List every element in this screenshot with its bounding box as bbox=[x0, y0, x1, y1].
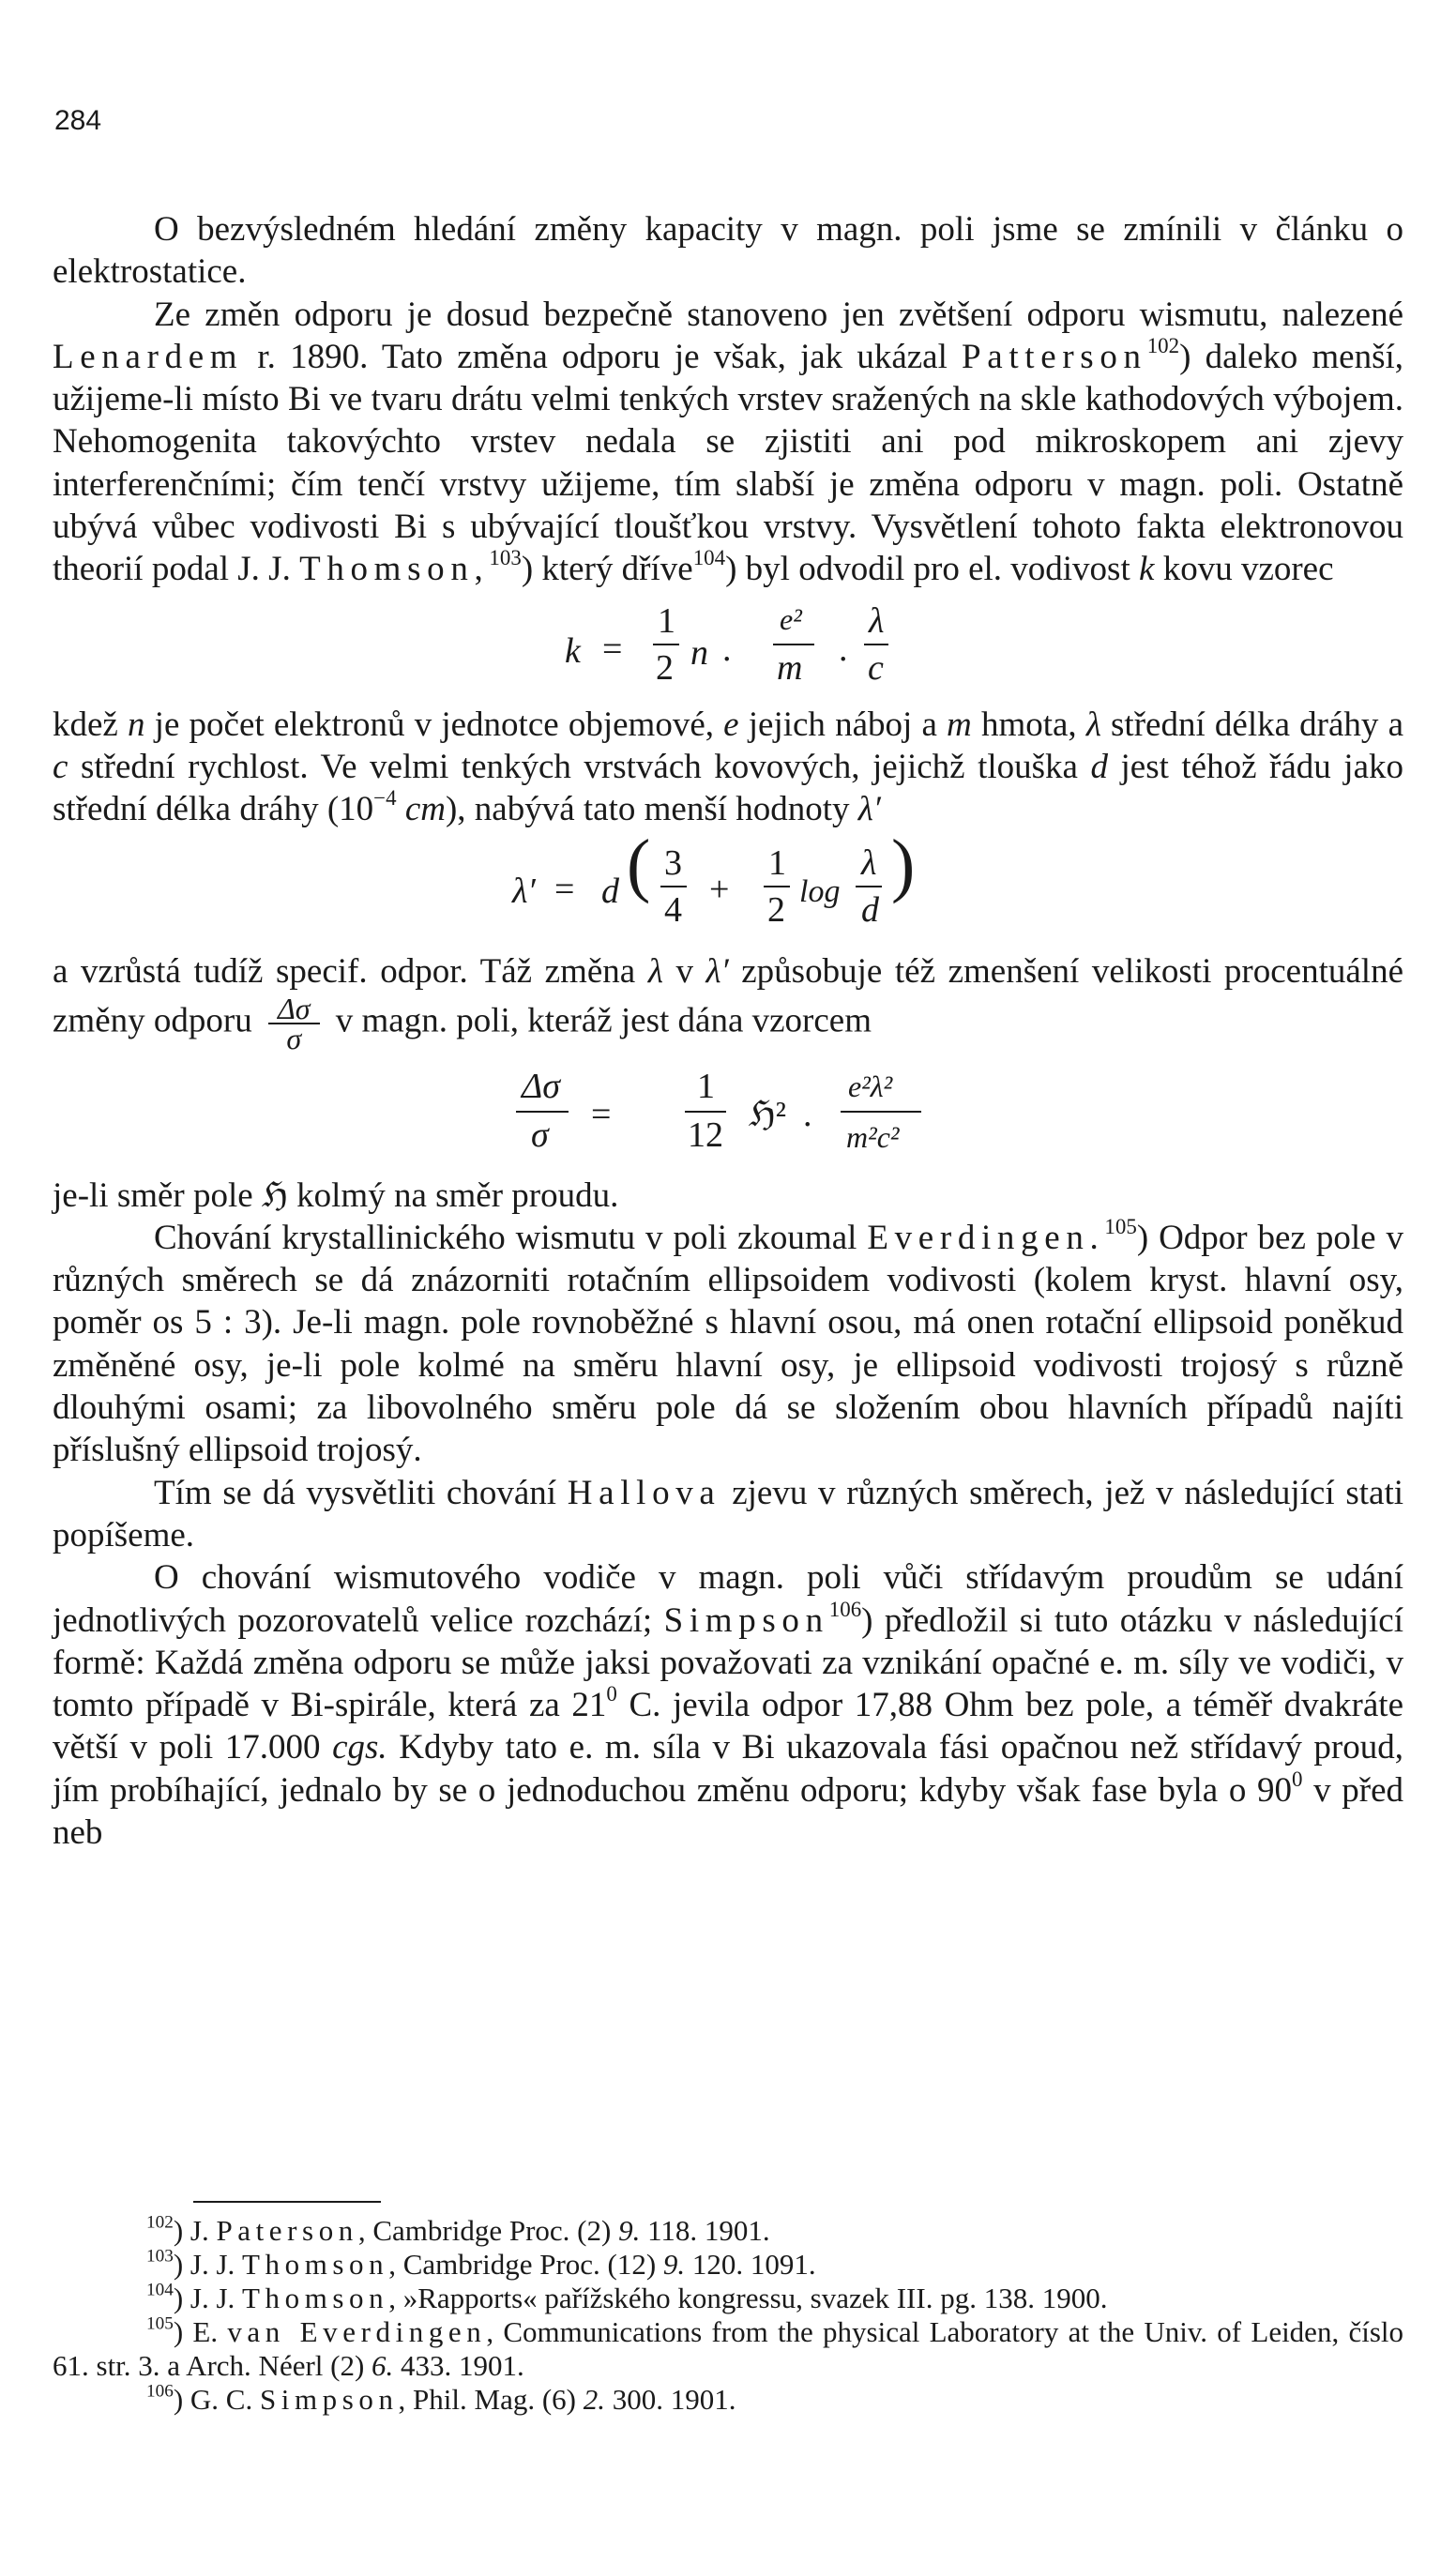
paragraph: je-li směr pole ℌ kolmý na směr proudu. bbox=[53, 1175, 619, 1215]
footnote: $^{103}$) J. J. Thomson, Cambridge Proc. (12) 9. 120. 1091. bbox=[146, 2246, 816, 2281]
footnotes bbox=[53, 2214, 1403, 2417]
author-name: Hallova bbox=[567, 1473, 721, 1512]
fraction-inline: $\frac{\Delta\sigma}{\sigma}$ bbox=[268, 994, 320, 1053]
footnote-ref: 104 bbox=[692, 546, 726, 570]
author-name: Everdingen. bbox=[867, 1218, 1105, 1257]
author-name: Simpson bbox=[663, 1600, 829, 1640]
page-number: 284 bbox=[54, 105, 102, 136]
paragraph: O chování wismutového vodiče v magn. poli vůči střídavým proudům se udání jednotlivých pozorovatelů velice rozchází; Simpson$^{106}$) předložil si tuto otázku v následující formě: Každá změna odporu se může jaksi považovati za vznikání opačné e. m. síly ve vodiči, v tomto případě v Bi-spirále, která za $21^0$ C. jevila odpor 17,88 Ohm bez pole, a téměř dvakráte větší v poli 17.000 cgs. Kdyby tato e. m. síla v Bi ukazovala fási opačnou než střídavý proud, jím probíhající, jednalo by se o jednoduchou změnu odporu; kdyby však fase byla o $90^0$ v před neb bbox=[53, 1558, 1403, 1853]
paragraph: Tím se dá vysvětliti chování Hallova zjevu v různých směrech, jež v následující stati popíšeme. bbox=[53, 1473, 1403, 1554]
footnote-ref: 105 bbox=[1104, 1214, 1137, 1238]
author-name: Lenardem bbox=[53, 337, 244, 376]
paragraph: O bezvýsledném hledání změny kapacity v magn. poli jsme se zmínili v článku o elektrostatice. bbox=[53, 210, 1403, 292]
footnote: $^{105}$) E. van Everdingen, Communications from the physical Laboratory at the Univ. of Leiden, číslo 61. str. 3. a Arch. Néerl (2) 6. 433. 1901. bbox=[53, 2313, 1403, 2382]
paragraph: Ze změn odporu je dosud bezpečně stanoveno jen zvětšení odporu wismutu, nalezené Lenardem r. 1890. Tato změna odporu je však, jak ukázal Patterson$^{102}$) daleko menší, užijeme-li místo Bi ve tvaru drátu velmi tenkých vrstev sražených na skle kathodových výbojem. Nehomogenita takovýchto vrstev nedala se zjistiti ani pod mikroskopem ani zjevy interferenčními; čím tenčí vrstvy užijeme, tím slabší je změna odporu v magn. poli. Ostatně ubývá vůbec vodivosti Bi s ubývající tloušťkou vrstvy. Vysvětlení tohoto fakta elektronovou theorií podal J. J. Thomson,$^{103}$) který dříve$^{104}$) byl odvodil pro el. vodivost k kovu vzorec bbox=[53, 295, 1403, 589]
footnote-ref: 103 bbox=[489, 546, 522, 570]
paragraph: a vzrůstá tudíž specif. odpor. Táž změna λ v λ′ způsobuje též zmenšení velikosti procentuálné změny odporu $\frac{\Delta\sigma}{\sigma}$ v magn. poli, kteráž jest dána vzorcem bbox=[53, 951, 1404, 1055]
footnote: $^{102}$) J. Paterson, Cambridge Proc. (2) 9. 118. 1901. bbox=[146, 2212, 770, 2247]
author-name: Thomson, bbox=[299, 550, 490, 589]
author-name: Patterson bbox=[962, 337, 1147, 376]
body-text bbox=[53, 208, 1403, 1854]
paragraph: kdež n je počet elektronů v jednotce objemové, e jejich náboj a m hmota, λ střední délka dráhy a c střední rychlost. Ve velmi tenkých vrstvách kovových, jejichž tlouška d jest téhož řádu jako střední délka dráhy ($10^{-4}$ cm), nabývá tato menší hodnoty λ′ bbox=[53, 705, 1404, 829]
footnote: $^{106}$) G. C. Simpson, Phil. Mag. (6) 2. 300. 1901. bbox=[146, 2381, 736, 2416]
paragraph: Chování krystallinického wismutu v poli zkoumal Everdingen.$^{105}$) Odpor bez pole v různých směrech se dá znázorniti rotačním ellipsoidem vodivosti (kolem kryst. hlavní osy, poměr os 5 : 3). Je-li magn. pole rovnoběžné s hlavní osou, má onen rotační ellipsoid poněkud změněné osy, je-li pole kolmé na směru hlavní osy, je ellipsoid vodivosti trojosý s různě dlouhými osami; za libovolného směru pole dá se složením obou hlavních případů najíti příslušný ellipsoid trojosý. bbox=[53, 1214, 1403, 1470]
footnote-separator bbox=[193, 2201, 381, 2203]
equation-conductivity: k = 1 2 n . e² m . λ c bbox=[53, 591, 1403, 704]
equation-resistance-change: Δσ σ = 1 12 ℌ² . e²λ² m²c² bbox=[53, 1053, 1403, 1175]
footnote: $^{104}$) J. J. Thomson, »Rapports« pařížského kongressu, svazek III. pg. 138. 1900. bbox=[146, 2280, 1108, 2314]
equation-mean-free-path: λ′ = d ( 3 4 + 1 2 log λ d ) bbox=[512, 825, 916, 930]
footnote-ref: 102 bbox=[1146, 333, 1180, 357]
footnote-ref: 106 bbox=[828, 1597, 862, 1621]
